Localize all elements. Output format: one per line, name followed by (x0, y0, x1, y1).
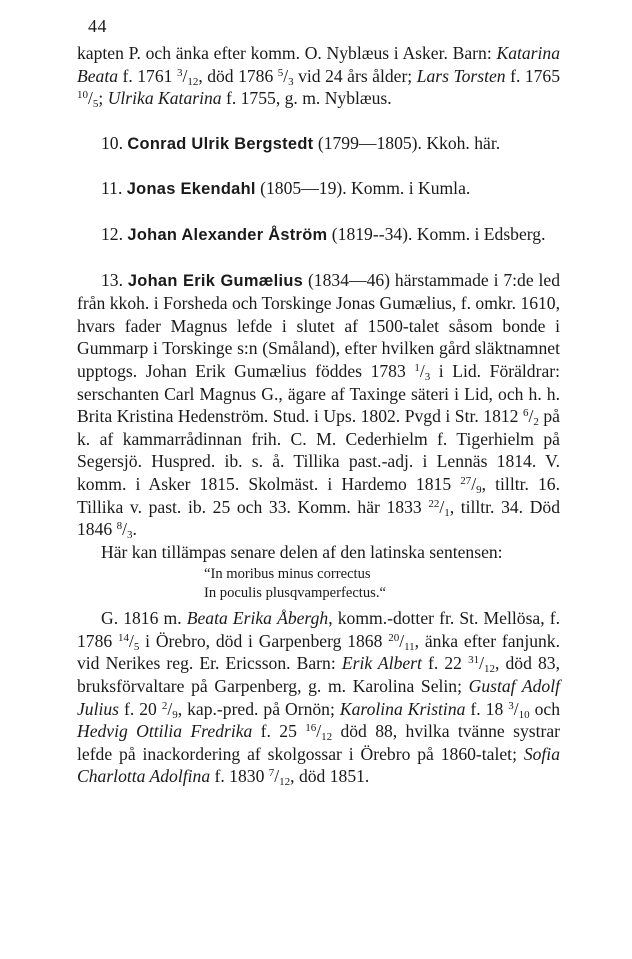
date-fraction-den: 9 (476, 483, 482, 496)
text-run: f. 1830 (210, 766, 269, 787)
date-fraction-den: 3 (424, 370, 431, 383)
page-number: 44 (88, 16, 107, 36)
date-fraction-num: 31 (468, 654, 480, 667)
entry-name: Johan Alexander Åström (127, 225, 328, 244)
text-run: , änka efter fanjunk. vid Nerikes reg. Er. Ericsson. Barn: (77, 630, 561, 674)
entry-text: . (132, 519, 137, 540)
entry-number: 10. (101, 132, 123, 153)
paragraph-marriage: G. 1816 m. Beata Erika Åbergh, komm.-dotter fr. St. Mellösa, f. 1786 $^{14}/_5$ i Örebro, död i Garpenberg 1868 $^{20}/_{11}$, änka efter fanjunk. vid Nerikes reg. Er. Ericsson. Barn: Erik Albert f. 22 $^{31}/_{12}$, död 83, bruksförvaltare på Garpenberg, g. m. Karolina Selin; Gustaf Adolf Julius f. 20 $^2/_9$, kap.-pred. på Ornön; Karolina Kristina f. 18 $^3/_{10}$ och Hedvig Ottilia Fredrika f. 25 $^{16}/_{12}$ död 88, hvilka tvänne systrar lefde på inackordering af skolgossar i Örebro på 1860-talet; Sofia Charlotta Adolfina f. 1830 $^7/_{12}$, död 1851. (77, 608, 561, 789)
text-run: f. 1761 (118, 65, 177, 86)
date-fraction-den: 3 (126, 529, 133, 542)
entry-name: Conrad Ulrik Bergstedt (127, 134, 314, 153)
entry-text: (1799—1805). Kkoh. här. (313, 132, 501, 153)
text-run: , komm.-dotter fr. St. Mellösa, f. 1786 (77, 608, 560, 651)
date-fraction-den: 5 (133, 640, 140, 653)
entry-text: (1834—46) härstammade i 7:de led från kkoh. i Forsheda och Torskinge Jonas Gumælius, f. omkr. 1610, hvars fader Magnus lefde i slutet af 1500-talet såsom bonde i Gummarp i Torskinge s:n (Småland), efter hvilken gård släktnamnet upptogs. Johan Erik Gumælius föddes 1783 (77, 269, 561, 381)
entry-text: (1819--34). Komm. i Edsberg. (327, 223, 546, 244)
text-run: f. 1755, g. m. Nyblæus. (221, 88, 392, 109)
date-fraction-num: 3 (508, 699, 514, 712)
entry-text: (1805—19). Komm. i Kumla. (255, 178, 471, 199)
paragraph-latin-intro: Här kan tillämpas senare delen af den latinska sentensen: (101, 541, 503, 562)
date-fraction-den: 5 (92, 98, 99, 111)
date-fraction-num: 10 (77, 89, 88, 102)
person-name: Erik Albert (341, 653, 422, 674)
entry-text: i Lid. Föräldrar: serschanten Carl Magnus G., ägare af Taxinge säteri i Lid, och h. h. Brita Kristina Hedenström. Stud. i Ups. 1802. Pvgd i Str. 1812 (77, 360, 561, 427)
entry-name: Jonas Ekendahl (126, 180, 256, 199)
date-fraction-den: 12 (187, 75, 199, 88)
person-name: Beata Erika Åbergh (186, 608, 329, 629)
date-fraction-den: 1 (444, 506, 450, 519)
date-fraction-num: 22 (428, 497, 440, 510)
person-name: Hedvig Ottilia Fredrika (77, 721, 253, 742)
text-run: ; (98, 88, 108, 109)
text-run: f. 18 (465, 698, 509, 719)
date-fraction-den: 12 (483, 663, 495, 676)
date-fraction-den: 3 (288, 75, 294, 88)
text-run: och (529, 698, 561, 719)
date-fraction-num: 8 (116, 520, 123, 533)
person-name: Lars Torsten (416, 65, 506, 86)
date-fraction-den: 2 (533, 416, 539, 429)
entry-name: Johan Erik Gumælius (127, 271, 304, 290)
entry-number: 12. (101, 223, 123, 244)
entry-number: 13. (101, 269, 123, 290)
entry-12 (77, 223, 560, 247)
date-fraction-num: 16 (305, 722, 317, 735)
text-run: , död 1786 (198, 65, 278, 86)
person-name: Ulrika Katarina (107, 88, 222, 109)
entry-11 (77, 177, 560, 201)
text-run: f. 20 (119, 698, 162, 719)
date-fraction-num: 7 (268, 767, 275, 780)
date-fraction-num: 20 (388, 631, 400, 644)
person-name: Katarina Beata (77, 43, 560, 86)
date-fraction-num: 2 (161, 699, 168, 712)
main-text (77, 42, 560, 788)
date-fraction-den: 10 (518, 708, 530, 721)
date-fraction-den: 12 (321, 731, 333, 744)
text-run: död 88, hvilka tvänne systrar lefde på inackordering af skolgossar i Örebro på 1860-talet; (77, 721, 560, 764)
quote-line: “In moribus minus correctus (204, 566, 371, 583)
entry-text: på k. af kammarrådinnan frih. C. M. Cederhielm f. Tigerhielm på Segersjö. Huspred. ib. s. å. Tillika past.-adj. i Lennäs 1814. V. komm. i Asker 1815. Skolmäst. i Hardemo 1815 (77, 406, 560, 494)
text-run: i Örebro, död i Garpenberg 1868 (139, 630, 389, 651)
text-run: , kap.-pred. på Ornön; (177, 698, 340, 719)
person-name: Gustaf Adolf Julius (77, 676, 560, 719)
entry-10 (77, 132, 560, 156)
date-fraction-num: 3 (176, 66, 183, 79)
text-run: vid 24 års ålder; (293, 65, 417, 86)
paragraph-continuation: kapten P. och änka efter komm. O. Nyblæus i Asker. Barn: Katarina Beata f. 1761 $^3/_{12}$, död 1786 $^5/_3$ vid 24 års ålder; Lars Torsten f. 1765 $^{10}/_5$; Ulrika Katarina f. 1755, g. m. Nyblæus. (77, 43, 561, 111)
date-fraction-den: 11 (404, 640, 415, 653)
date-fraction-den: 12 (279, 776, 291, 789)
date-fraction-num: 27 (460, 474, 472, 487)
person-name: Sofia Charlotta Adolfina (77, 743, 560, 787)
entry-text: , tilltr. 16. Tillika v. past. ib. 25 och 33. Komm. här 1833 (77, 473, 560, 517)
date-fraction-num: 6 (522, 407, 529, 420)
entry-text: , tilltr. 34. Död 1846 (77, 496, 560, 540)
entry-number: 11. (101, 178, 123, 199)
text-run: kapten P. och änka efter komm. O. Nyblæus i Asker. Barn: (77, 43, 497, 63)
date-fraction-num: 14 (117, 631, 129, 644)
date-fraction-num: 1 (414, 361, 420, 374)
latin-quote (204, 565, 560, 603)
text-run: , död 1851. (290, 766, 370, 787)
date-fraction-num: 5 (277, 66, 284, 79)
text-run: , död 83, bruksförvaltare på Garpenberg, g. m. Karolina Selin; (77, 653, 560, 697)
text-run: f. 22 (421, 653, 469, 674)
person-name: Karolina Kristina (339, 698, 466, 719)
text-run: G. 1816 m. (101, 608, 187, 629)
text-run: f. 1765 (505, 65, 561, 86)
date-fraction-den: 9 (172, 708, 178, 721)
entry-13: 13. Johan Erik Gumælius (1834—46) härstammade i 7:de led från kkoh. i Forsheda och Torskinge Jonas Gumælius, f. omkr. 1610, hvars fader Magnus lefde i slutet af 1500-talet såsom bonde i Gummarp i Torskinge s:n (Småland), efter hvilken gård släktnamnet upptogs. Johan Erik Gumælius föddes 1783 $^1/_3$ i Lid. Föräldrar: serschanten Carl Magnus G., ägare af Taxinge säteri i Lid, och h. h. Brita Kristina Hedenström. Stud. i Ups. 1802. Pvgd i Str. 1812 $^6/_2$ på k. af kammarrådinnan frih. C. M. Cederhielm f. Tigerhielm på Segersjö. Huspred. ib. s. å. Tillika past.-adj. i Lennäs 1814. V. komm. i Asker 1815. Skolmäst. i Hardemo 1815 $^{27}/_9$, tilltr. 16. Tillika v. past. ib. 25 och 33. Komm. här 1833 $^{22}/_1$, tilltr. 34. Död 1846 $^8/_3$. (77, 269, 561, 542)
text-run: f. 25 (252, 721, 306, 742)
quote-line: In poculis plusqvamperfectus.“ (204, 585, 386, 602)
